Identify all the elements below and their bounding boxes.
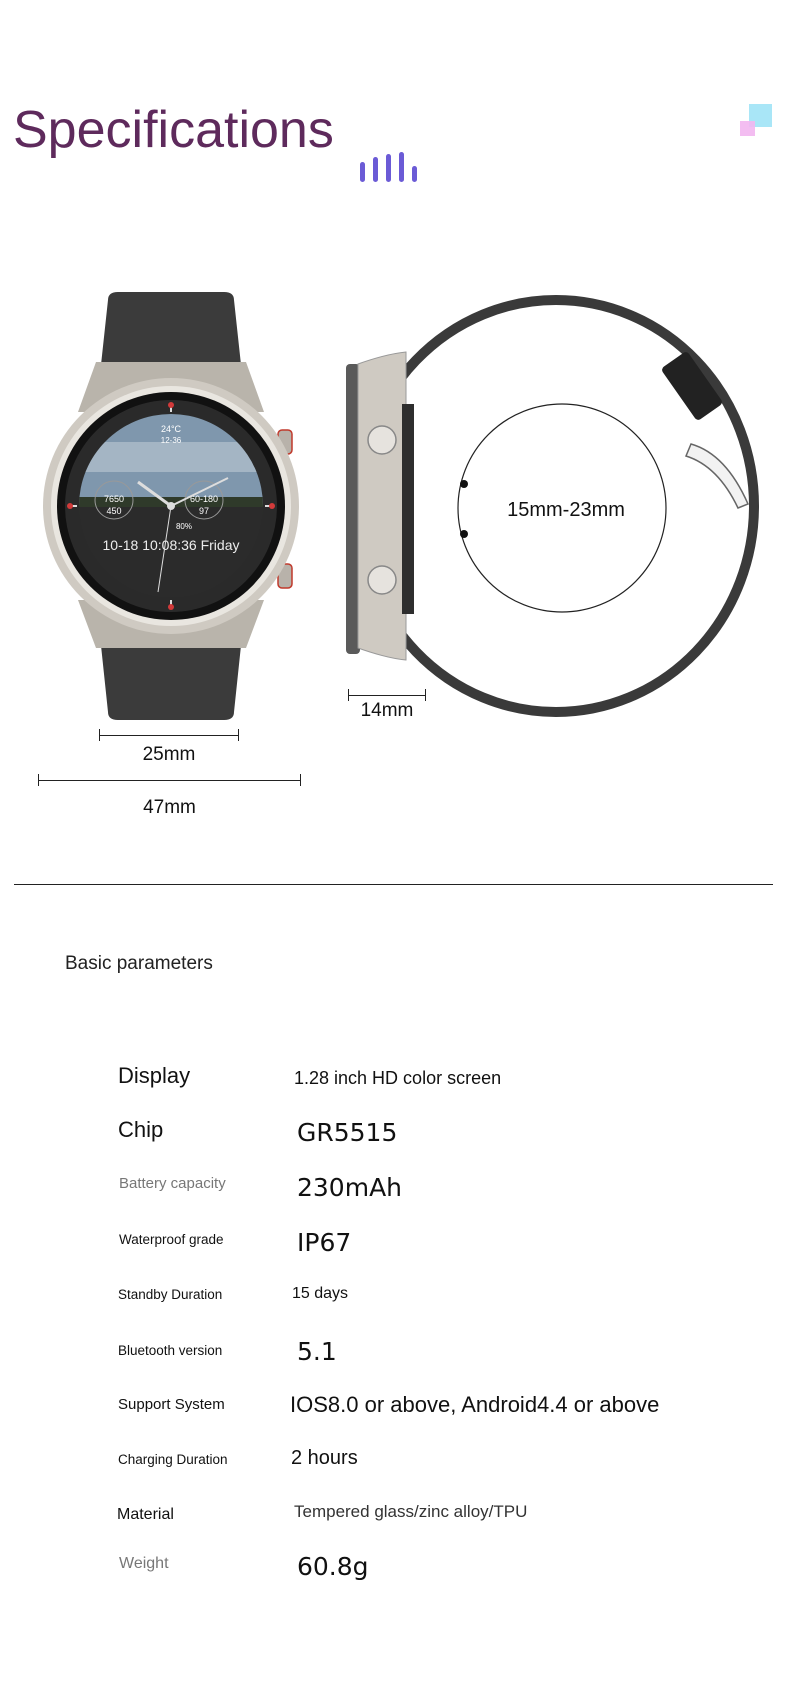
spec-label-battery: Battery capacity xyxy=(119,1175,226,1192)
steps-readout: 7650 xyxy=(103,494,125,504)
spec-label-weight: Weight xyxy=(119,1555,169,1572)
decorative-squares xyxy=(740,104,772,138)
battery-readout: 80% xyxy=(175,522,193,531)
spec-value-battery: 230mAh xyxy=(297,1173,403,1202)
decorative-bars xyxy=(360,152,422,182)
thickness-label: 14mm xyxy=(360,700,414,721)
case-diameter-label: 47mm xyxy=(143,797,196,818)
heart-value-readout: 97 xyxy=(198,506,210,516)
spec-value-weight: 60.8g xyxy=(297,1552,369,1581)
spec-label-bluetooth: Bluetooth version xyxy=(118,1343,223,1358)
spec-value-bluetooth: 5.1 xyxy=(297,1337,337,1366)
spec-value-standby: 15 days xyxy=(292,1285,349,1302)
page-title: Specifications xyxy=(13,101,334,159)
wrist-range-label: 15mm-23mm xyxy=(507,499,625,521)
temperature-readout: 24°C xyxy=(160,424,182,434)
section-title: Basic parameters xyxy=(65,953,213,974)
spec-label-standby: Standby Duration xyxy=(118,1287,223,1302)
watch-front-view xyxy=(38,292,304,720)
spec-label-charging: Charging Duration xyxy=(118,1452,228,1467)
band-width-dimension-line xyxy=(100,735,238,736)
case-diameter-dimension-line xyxy=(39,780,300,781)
spec-label-chip: Chip xyxy=(118,1117,164,1142)
watch-side-view xyxy=(346,294,764,718)
spec-label-waterproof: Waterproof grade xyxy=(119,1232,224,1247)
spec-value-waterproof: IP67 xyxy=(297,1228,352,1257)
spec-value-material: Tempered glass/zinc alloy/TPU xyxy=(294,1502,528,1521)
date-readout: 12-36 xyxy=(160,436,182,445)
band-width-label: 25mm xyxy=(142,744,196,765)
spec-label-support-system: Support System xyxy=(118,1396,225,1413)
spec-label-material: Material xyxy=(117,1506,174,1523)
spec-label-display: Display xyxy=(118,1063,191,1088)
spec-value-display: 1.28 inch HD color screen xyxy=(294,1068,502,1088)
section-divider xyxy=(14,884,773,885)
spec-value-chip: GR5515 xyxy=(297,1118,398,1147)
calories-readout: 450 xyxy=(106,506,122,516)
spec-value-charging: 2 hours xyxy=(291,1447,358,1469)
spec-value-support-system: IOS8.0 or above, Android4.4 or above xyxy=(290,1392,660,1417)
heart-range-readout: 60-180 xyxy=(189,494,219,504)
datetime-readout: 10-18 10:08:36 Friday xyxy=(102,537,240,553)
thickness-dimension-line xyxy=(349,695,425,696)
